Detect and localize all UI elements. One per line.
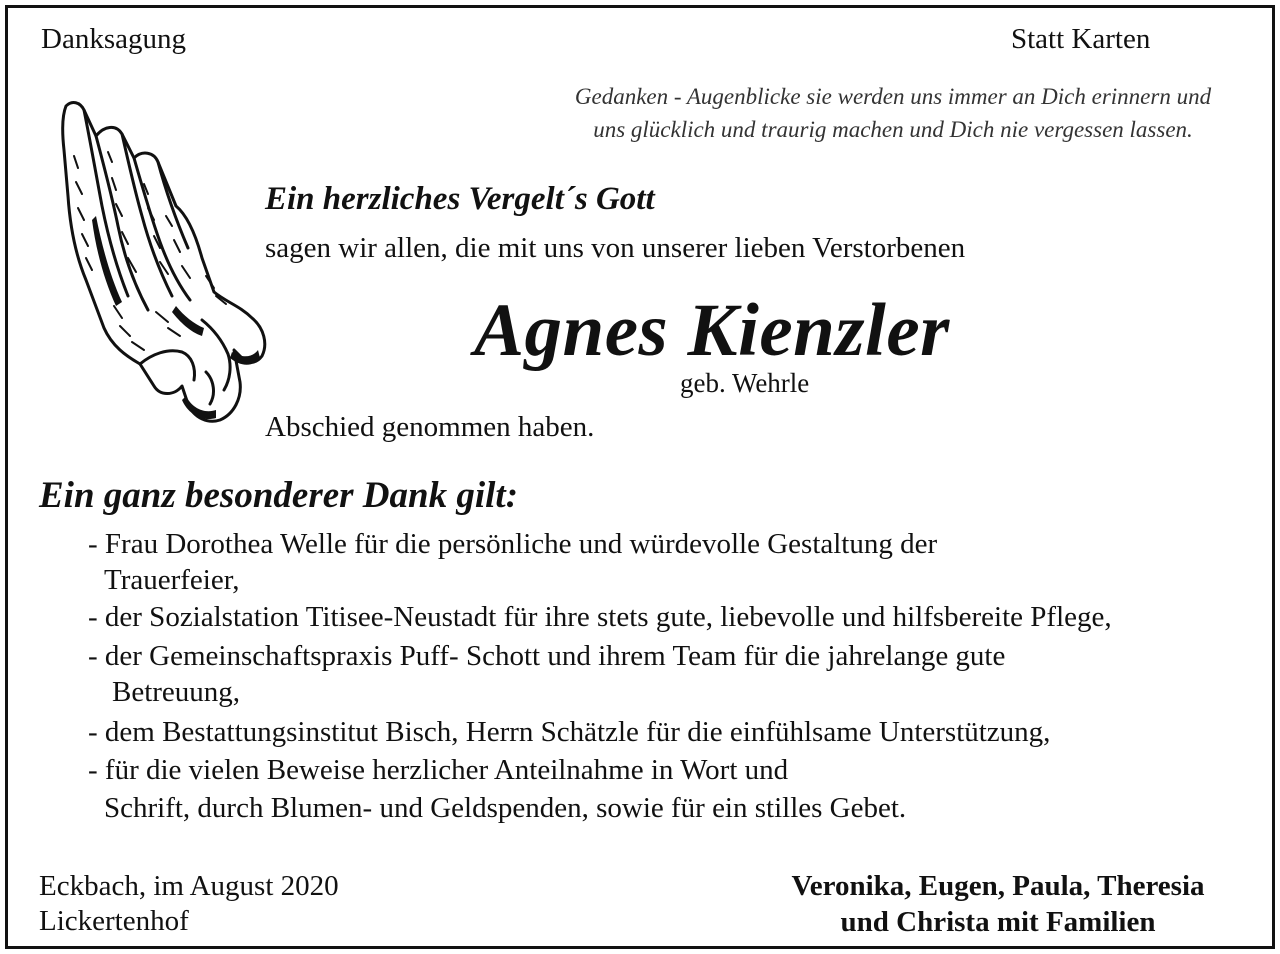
intro-text: sagen wir allen, die mit uns von unserer lieben Verstorbenen (265, 232, 966, 264)
motto-line-2: uns glücklich und traurig machen und Dich nie vergessen lassen. (593, 117, 1193, 142)
family-line-1: Veronika, Eugen, Paula, Theresia (791, 870, 1205, 902)
header-danksagung: Danksagung (41, 23, 186, 55)
motto-line-1: Gedanken - Augenblicke sie werden uns immer an Dich erinnern und (574, 84, 1212, 109)
motto (513, 80, 1273, 146)
list-item: Betreuung, (112, 676, 241, 708)
footer-place-2: Lickertenhof (39, 905, 189, 937)
list-item: Schrift, durch Blumen- und Geldspenden, sowie für ein stilles Gebet. (104, 792, 907, 824)
obituary-card (5, 5, 1275, 949)
thanks-title: Ein herzliches Vergelt´s Gott (265, 181, 655, 217)
deceased-name: Agnes Kienzler (474, 289, 950, 372)
praying-hands-icon (56, 96, 268, 430)
farewell-text: Abschied genommen haben. (265, 411, 595, 443)
header-statt-karten: Statt Karten (1011, 23, 1151, 55)
list-item: - für die vielen Beweise herzlicher Anteilnahme in Wort und (88, 754, 789, 786)
family-line-2: und Christa mit Familien (840, 906, 1156, 938)
list-item: - dem Bestattungsinstitut Bisch, Herrn Schätzle für die einfühlsame Unterstützung, (88, 716, 1051, 748)
birth-name: geb. Wehrle (680, 368, 810, 398)
family-signature (728, 868, 1268, 940)
list-item: Trauerfeier, (104, 564, 240, 596)
list-item: - der Gemeinschaftspraxis Puff- Schott und ihrem Team für die jahrelange gute (88, 640, 1006, 672)
list-item: - der Sozialstation Titisee-Neustadt für ihre stets gute, liebevolle und hilfsbereite Pflege, (88, 601, 1112, 633)
special-thanks-title: Ein ganz besonderer Dank gilt: (39, 475, 519, 516)
footer-place-date: Eckbach, im August 2020 (39, 870, 339, 902)
list-item: - Frau Dorothea Welle für die persönliche und würdevolle Gestaltung der (88, 528, 938, 560)
